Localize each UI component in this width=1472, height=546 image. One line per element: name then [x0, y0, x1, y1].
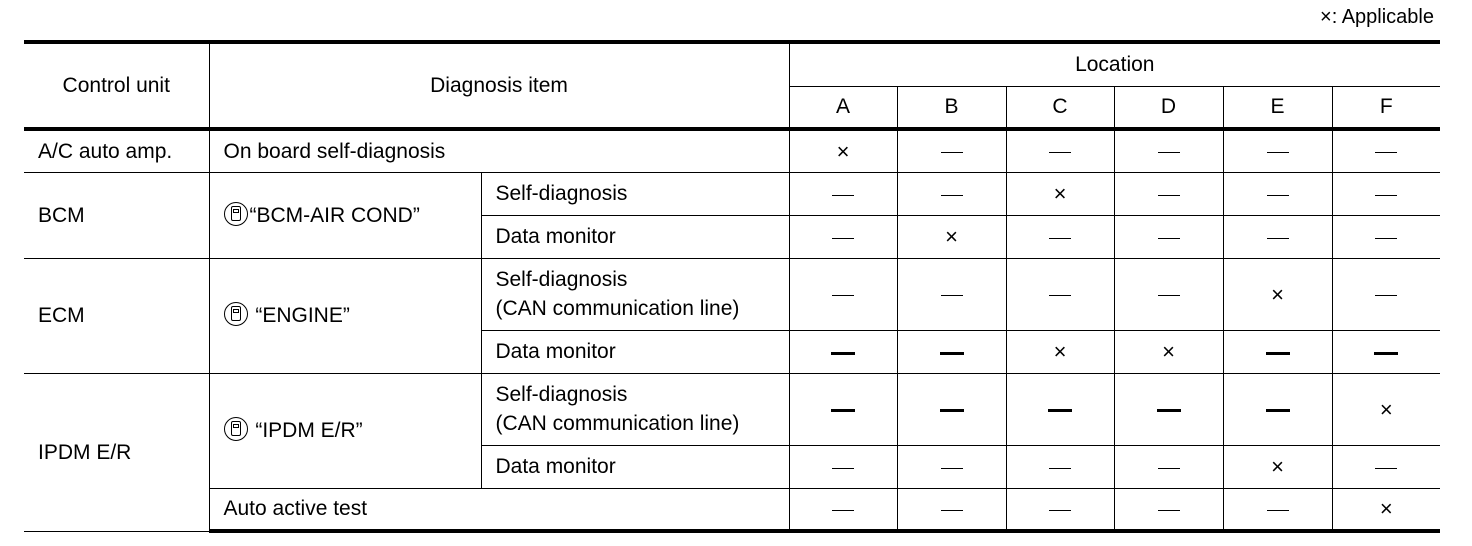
not-applicable-dash — [1049, 510, 1071, 511]
control-unit-cell: ECM — [24, 258, 209, 373]
not-applicable-dash — [832, 238, 854, 239]
not-applicable-dash — [941, 152, 963, 153]
not-applicable-dash — [1049, 152, 1071, 153]
not-applicable-dash — [1049, 295, 1071, 296]
applicable-mark: × — [1053, 181, 1067, 206]
diagnosis-item-cell — [481, 258, 789, 330]
location-mark — [1223, 373, 1332, 445]
location-mark — [897, 373, 1006, 445]
not-applicable-dash — [1267, 152, 1289, 153]
location-mark — [897, 129, 1006, 172]
not-applicable-dash — [1049, 468, 1071, 469]
applicable-mark: × — [1379, 396, 1393, 422]
not-applicable-dash — [941, 510, 963, 511]
diagnosis-item-line: Self-diagnosis — [495, 268, 628, 291]
not-applicable-dash — [1375, 295, 1397, 296]
location-mark — [789, 215, 897, 258]
location-mark — [1223, 330, 1332, 373]
location-mark — [789, 129, 897, 172]
location-mark — [1114, 488, 1223, 531]
location-mark — [789, 258, 897, 330]
diagnosis-item-line: (CAN communication line) — [495, 297, 740, 320]
location-mark — [1114, 258, 1223, 330]
not-applicable-dash — [1267, 510, 1289, 511]
table-row — [24, 488, 1440, 531]
header-location-b: B — [897, 86, 1006, 129]
not-applicable-dash — [1375, 238, 1397, 239]
location-mark — [1114, 330, 1223, 373]
location-mark — [1006, 488, 1114, 531]
not-applicable-dash — [832, 510, 854, 511]
location-mark — [897, 488, 1006, 531]
mode-cell — [209, 172, 481, 258]
location-mark — [1223, 172, 1332, 215]
table-row — [24, 172, 1440, 215]
header-location-e: E — [1223, 86, 1332, 129]
diagnosis-item-cell: Data monitor — [481, 330, 789, 373]
location-mark — [897, 258, 1006, 330]
header-location-d: D — [1114, 86, 1223, 129]
diagnosis-item-cell — [481, 373, 789, 445]
not-applicable-dash — [1375, 468, 1397, 469]
location-mark — [1332, 330, 1440, 373]
consult-icon — [224, 417, 248, 441]
diagnosis-item-cell: Auto active test — [209, 488, 789, 531]
control-unit-cell: BCM — [24, 172, 209, 258]
location-mark — [1332, 215, 1440, 258]
not-applicable-dash — [1157, 409, 1181, 412]
location-mark — [1332, 258, 1440, 330]
location-mark — [789, 330, 897, 373]
location-mark — [1006, 258, 1114, 330]
header-location-c: C — [1006, 86, 1114, 129]
applicable-mark: × — [1162, 339, 1175, 364]
not-applicable-dash — [1375, 152, 1397, 153]
location-mark — [1332, 488, 1440, 531]
applicable-mark: × — [1271, 454, 1284, 479]
not-applicable-dash — [941, 295, 963, 296]
not-applicable-dash — [1158, 238, 1180, 239]
mode-label: “BCM-AIR COND” — [249, 203, 420, 227]
not-applicable-dash — [941, 195, 963, 196]
location-mark — [1114, 129, 1223, 172]
location-mark — [1006, 172, 1114, 215]
location-mark — [1223, 488, 1332, 531]
diagnosis-item-cell: Self-diagnosis — [481, 172, 789, 215]
header-location: Location — [789, 42, 1440, 86]
table-row — [24, 129, 1440, 172]
location-mark — [789, 172, 897, 215]
location-mark — [1332, 129, 1440, 172]
applicable-mark: × — [1379, 496, 1393, 522]
not-applicable-dash — [1267, 195, 1289, 196]
location-mark — [1114, 215, 1223, 258]
diagnosis-item-line: (CAN communication line) — [495, 412, 740, 435]
control-unit-cell: IPDM E/R — [24, 373, 209, 531]
table-row — [24, 258, 1440, 330]
location-mark — [789, 445, 897, 488]
diagnosis-table — [24, 40, 1440, 533]
not-applicable-dash — [1374, 352, 1398, 355]
not-applicable-dash — [1266, 409, 1290, 412]
location-mark — [1006, 330, 1114, 373]
location-mark — [1114, 445, 1223, 488]
not-applicable-dash — [940, 352, 964, 355]
not-applicable-dash — [1375, 195, 1397, 196]
header-diagnosis-item: Diagnosis item — [209, 42, 789, 129]
location-mark — [1006, 373, 1114, 445]
location-mark — [897, 215, 1006, 258]
location-mark — [1006, 129, 1114, 172]
applicable-mark: × — [836, 138, 850, 164]
location-mark — [789, 373, 897, 445]
not-applicable-dash — [832, 468, 854, 469]
header-control-unit: Control unit — [24, 42, 209, 129]
not-applicable-dash — [1049, 238, 1071, 239]
not-applicable-dash — [832, 295, 854, 296]
not-applicable-dash — [1158, 295, 1180, 296]
diagnosis-item-cell: Data monitor — [481, 215, 789, 258]
location-mark — [1223, 215, 1332, 258]
location-mark — [897, 172, 1006, 215]
applicable-mark: × — [1271, 281, 1284, 307]
not-applicable-dash — [1158, 152, 1180, 153]
location-mark — [1114, 172, 1223, 215]
location-mark — [897, 330, 1006, 373]
location-mark — [1332, 373, 1440, 445]
diagnosis-item-cell: Data monitor — [481, 445, 789, 488]
location-mark — [1006, 445, 1114, 488]
header-location-a: A — [789, 86, 897, 129]
mode-label: “IPDM E/R” — [249, 419, 363, 442]
header-location-f: F — [1332, 86, 1440, 129]
table-row — [24, 373, 1440, 445]
not-applicable-dash — [831, 352, 855, 355]
not-applicable-dash — [832, 195, 854, 196]
consult-icon — [224, 202, 248, 226]
location-mark — [789, 488, 897, 531]
location-mark — [1006, 215, 1114, 258]
applicable-mark: × — [945, 224, 958, 249]
location-mark — [1332, 445, 1440, 488]
mode-cell — [209, 258, 481, 373]
diagnosis-item-cell: On board self-diagnosis — [209, 129, 789, 172]
location-mark — [1223, 129, 1332, 172]
legend: ×: Applicable — [1320, 6, 1434, 28]
not-applicable-dash — [1267, 238, 1289, 239]
not-applicable-dash — [1158, 468, 1180, 469]
not-applicable-dash — [1158, 510, 1180, 511]
not-applicable-dash — [1158, 195, 1180, 196]
not-applicable-dash — [1048, 409, 1072, 412]
mode-cell — [209, 373, 481, 488]
location-mark — [1223, 445, 1332, 488]
diagnosis-item-line: Self-diagnosis — [495, 383, 628, 406]
location-mark — [1332, 172, 1440, 215]
consult-icon — [224, 302, 248, 326]
not-applicable-dash — [1266, 352, 1290, 355]
not-applicable-dash — [831, 409, 855, 412]
not-applicable-dash — [940, 409, 964, 412]
mode-label: “ENGINE” — [249, 304, 350, 327]
not-applicable-dash — [941, 468, 963, 469]
applicable-mark: × — [1053, 339, 1067, 364]
location-mark — [1223, 258, 1332, 330]
location-mark — [897, 445, 1006, 488]
control-unit-cell: A/C auto amp. — [24, 129, 209, 172]
location-mark — [1114, 373, 1223, 445]
